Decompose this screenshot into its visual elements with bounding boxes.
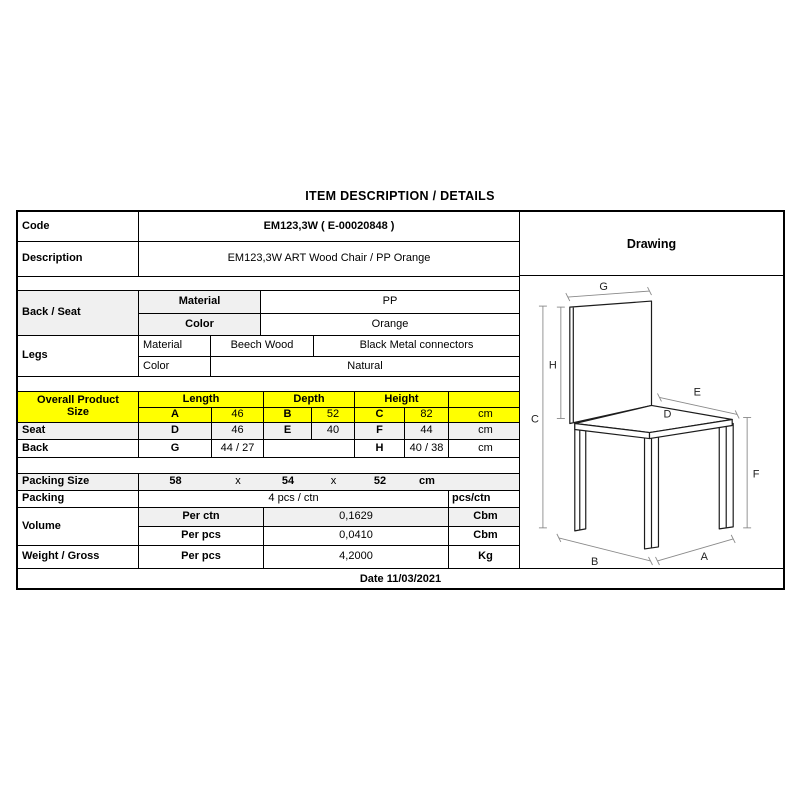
packing-size-values (139, 474, 519, 490)
seat-height-value: 44 (405, 423, 449, 440)
back-row-label: Back (18, 440, 139, 458)
overall-depth-key: B (264, 408, 312, 423)
overall-unit: cm (449, 408, 519, 423)
packing-size-sep: x (330, 475, 337, 488)
overall-height-value: 82 (405, 408, 449, 423)
legs-color-value: Natural (211, 357, 519, 377)
dim-label-b: B (591, 555, 599, 568)
legs-label: Legs (18, 336, 139, 377)
overall-size-label-line1: Overall Product (37, 394, 119, 407)
code-label: Code (18, 212, 139, 241)
volume-section (18, 508, 519, 546)
volume-per-ctn-value: 0,1629 (264, 508, 449, 527)
back-height-key: H (355, 440, 405, 458)
table-main (18, 212, 783, 568)
weight-unit: Kg (478, 550, 493, 563)
dim-label-d: D (663, 408, 672, 421)
packing-size-label: Packing Size (18, 474, 139, 490)
dim-label-e: E (693, 386, 701, 399)
drawing-panel (520, 212, 783, 568)
back-seat-section (18, 291, 519, 336)
spacer-row (18, 458, 519, 474)
back-seat-color-key: Color (139, 314, 261, 336)
weight-key: Per pcs (139, 546, 264, 568)
size-section (18, 392, 519, 458)
code-row (18, 212, 519, 242)
packing-size-sep: x (235, 475, 241, 488)
overall-length-value: 46 (212, 408, 264, 423)
packing-size-height: 52 (373, 475, 387, 488)
back-unit: cm (449, 440, 519, 458)
description-value: EM123,3W ART Wood Chair / PP Orange (227, 252, 431, 265)
weight-label: Weight / Gross (18, 546, 139, 568)
description-row (18, 242, 519, 277)
size-col-length: Length (139, 392, 264, 408)
size-col-depth: Depth (264, 392, 355, 408)
page-title: ITEM DESCRIPTION / DETAILS (305, 189, 495, 203)
back-seat-label: Back / Seat (18, 291, 139, 336)
volume-per-ctn-key: Per ctn (139, 508, 264, 527)
size-col-height: Height (355, 392, 449, 408)
weight-value: 4,2000 (264, 546, 449, 568)
date-row (18, 568, 783, 588)
legs-material-value-2: Black Metal connectors (314, 336, 519, 357)
details-columns (18, 212, 520, 568)
overall-depth-value: 52 (312, 408, 355, 423)
volume-per-ctn-unit: Cbm (449, 508, 519, 527)
dim-label-c: C (530, 413, 539, 426)
packing-size-depth: 54 (281, 475, 295, 488)
back-height-value: 40 / 38 (405, 440, 449, 458)
date-value: Date 11/03/2021 (359, 572, 442, 585)
back-seat-color-value: Orange (261, 314, 519, 336)
volume-per-pcs-key: Per pcs (139, 527, 264, 546)
chair-drawing (520, 276, 783, 568)
volume-label: Volume (18, 508, 139, 546)
seat-depth-value: 40 (312, 423, 355, 440)
legs-material-value-1: Beech Wood (211, 336, 314, 357)
description-label: Description (18, 242, 139, 276)
packing-size-unit: cm (419, 475, 435, 488)
packing-size-value-group (139, 476, 519, 488)
code-value: EM123,3W ( E-00020848 ) (263, 219, 395, 232)
back-depth-empty (264, 440, 355, 458)
packing-size-width: 58 (169, 475, 182, 488)
overall-size-label-line2: Size (66, 406, 89, 418)
back-seat-material-value: PP (261, 291, 519, 314)
size-col-unit-header (449, 392, 519, 408)
spacer-row (18, 377, 519, 392)
weight-section (18, 546, 519, 568)
packing-size-row (18, 474, 519, 491)
chair-outline (570, 301, 733, 549)
seat-unit: cm (449, 423, 519, 440)
dim-label-a: A (700, 550, 708, 563)
dim-label-f: F (752, 468, 760, 481)
drawing-header: Drawing (520, 212, 783, 276)
seat-depth-key: E (264, 423, 312, 440)
volume-per-pcs-unit: Cbm (449, 527, 519, 546)
packing-unit: pcs/ctn (452, 492, 491, 505)
seat-row-label: Seat (18, 423, 139, 440)
dim-label-h: H (548, 359, 557, 372)
packing-value: 4 pcs / ctn (139, 491, 449, 507)
legs-section (18, 336, 519, 377)
packing-row (18, 491, 519, 508)
seat-length-value: 46 (212, 423, 264, 440)
back-length-key: G (139, 440, 212, 458)
seat-length-key: D (139, 423, 212, 440)
back-length-value: 44 / 27 (212, 440, 264, 458)
seat-height-key: F (355, 423, 405, 440)
spacer-row (18, 277, 519, 291)
item-details-table (16, 210, 785, 590)
volume-per-pcs-value: 0,0410 (264, 527, 449, 546)
overall-length-key: A (139, 408, 212, 423)
overall-size-label (18, 392, 139, 423)
back-seat-material-key: Material (139, 291, 261, 314)
overall-height-key: C (355, 408, 405, 423)
drawing-canvas (520, 276, 783, 568)
legs-color-key: Color (139, 357, 211, 377)
dim-label-g: G (599, 281, 608, 294)
packing-label: Packing (18, 491, 139, 507)
legs-material-key: Material (139, 336, 211, 357)
